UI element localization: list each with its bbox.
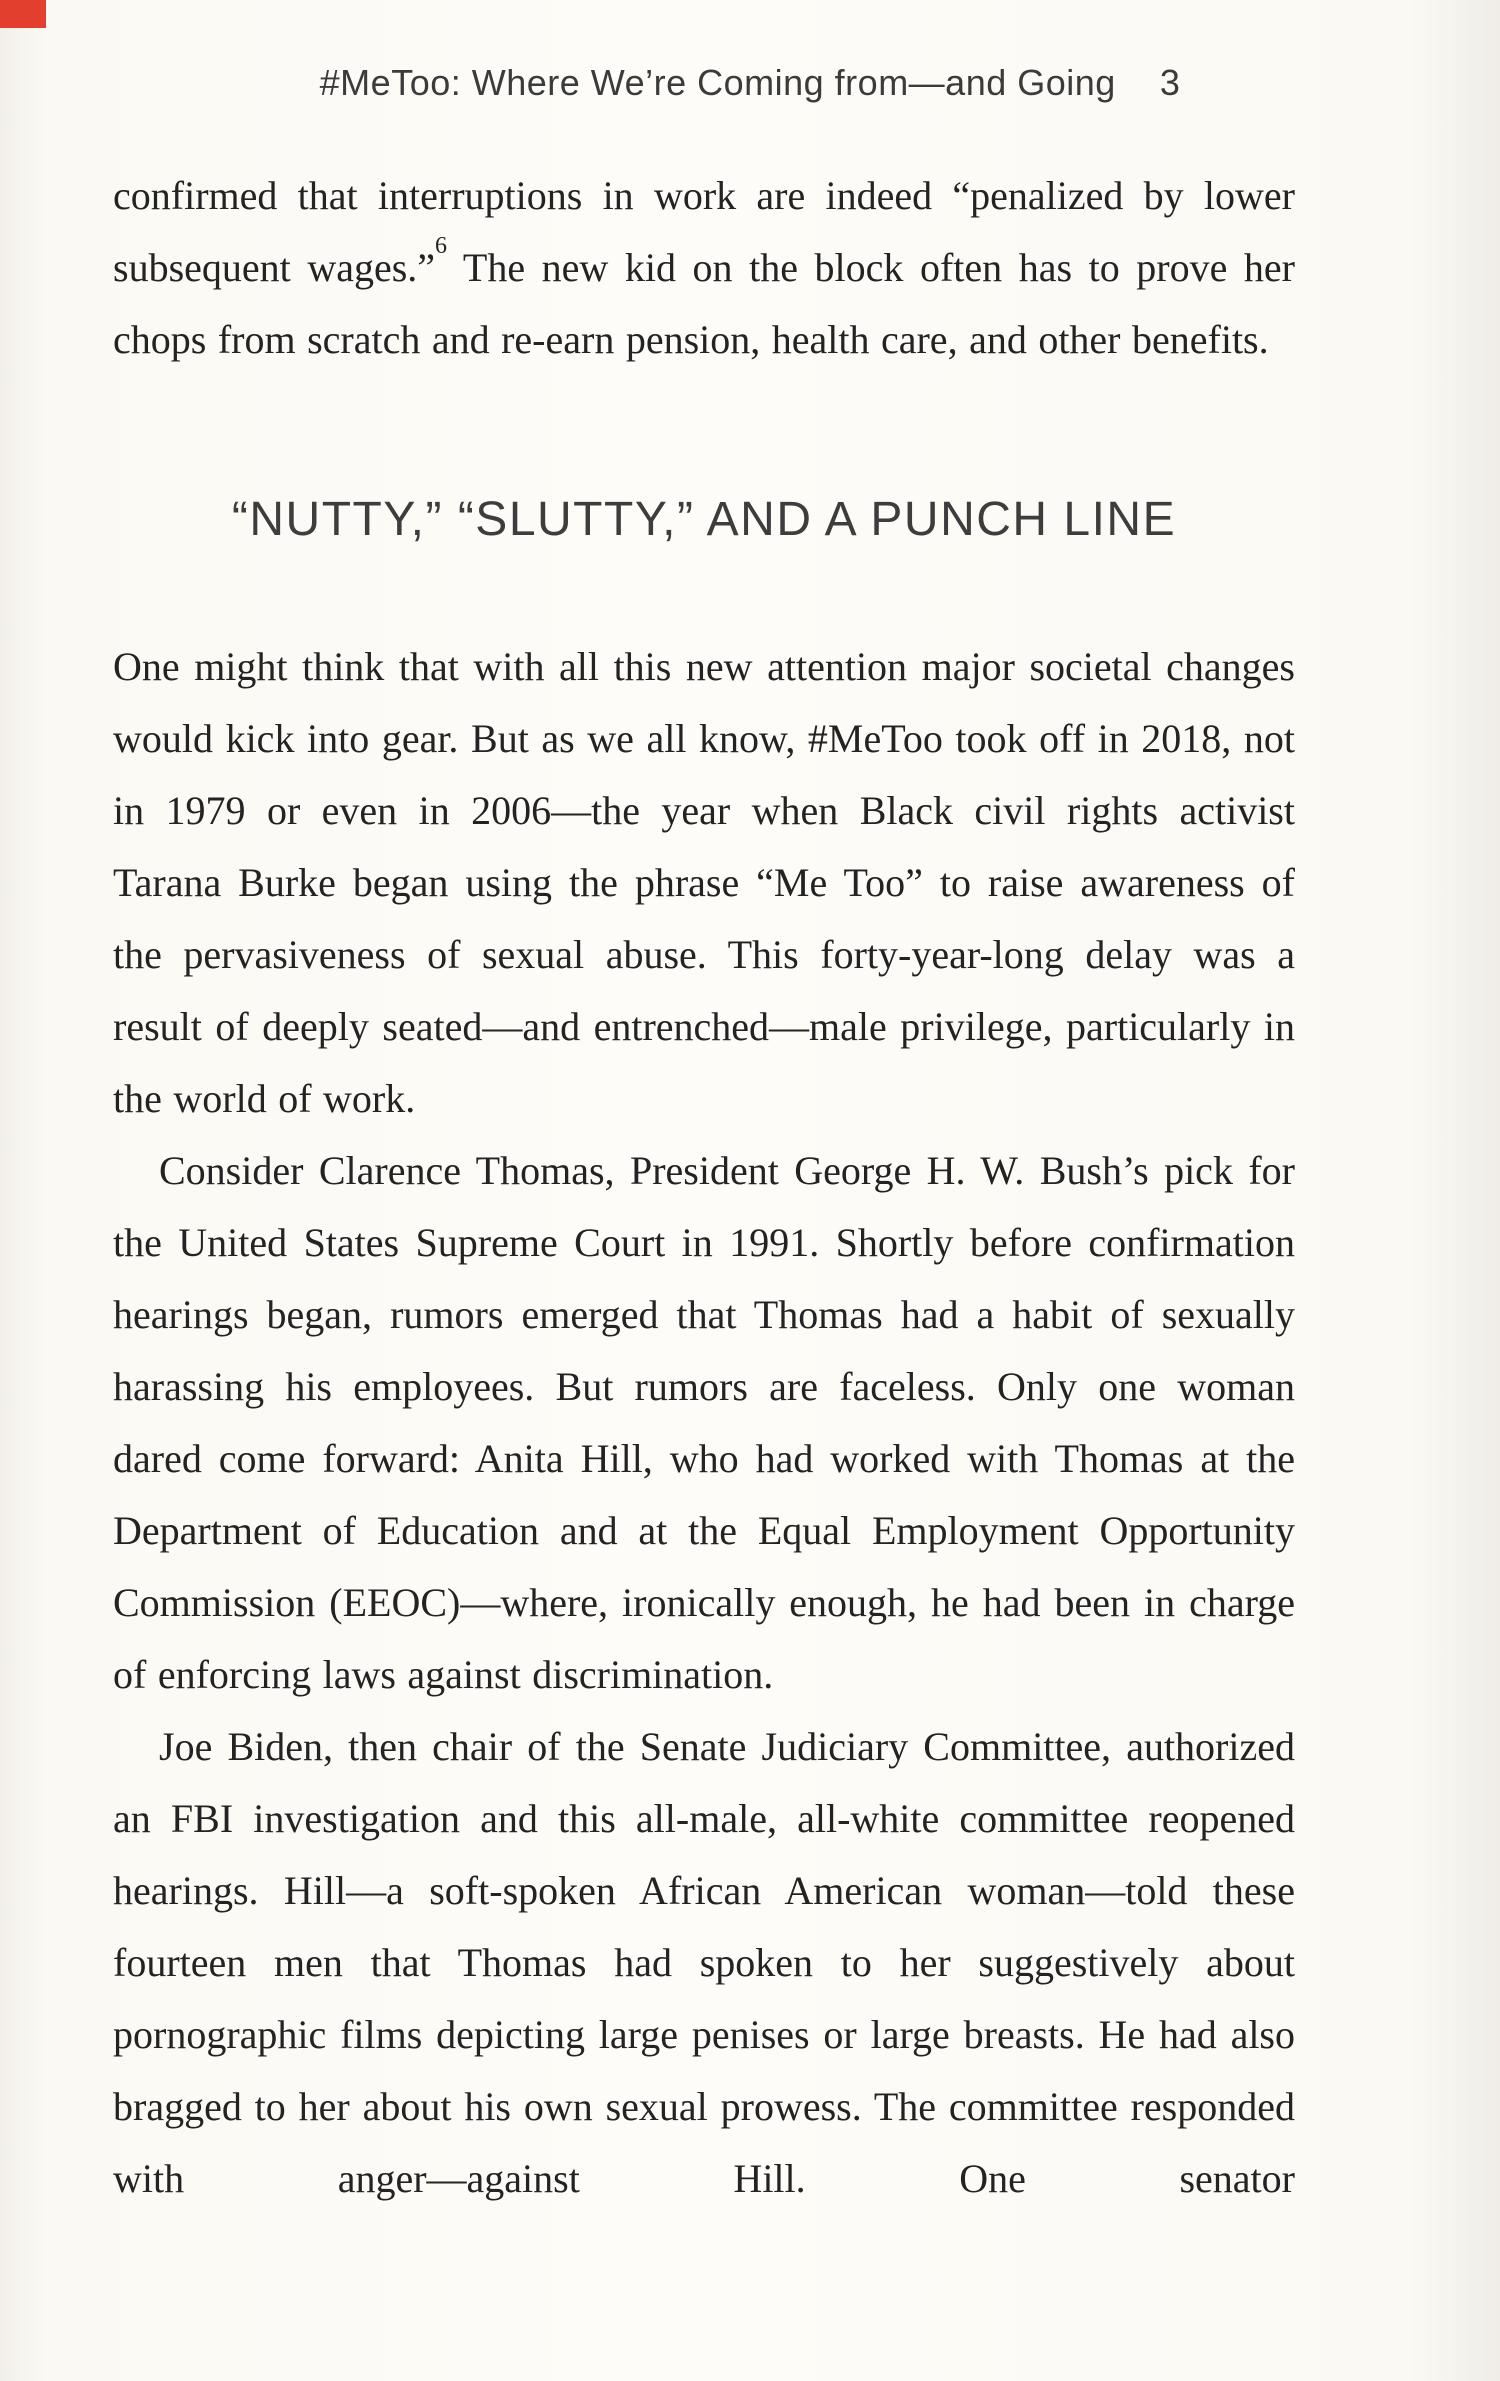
paragraph: One might think that with all this new attention major societal changes would kick into gear. But as we all know, #MeToo took off in 2018, not in 1979 or even in 2006—the year when Black civil rights activist Tarana Burke began using the phrase “Me Too” to raise awareness of the pervasiveness of sexual abuse. This forty-year-long delay was a result of deeply seated—and entrenched—male privilege, particularly in the world of work. [113, 644, 1295, 1121]
section-heading: “NUTTY,” “SLUTTY,” AND A PUNCH LINE [231, 493, 1177, 546]
running-head-title: #MeToo: Where We’re Coming from—and Going [319, 62, 1116, 103]
red-corner-mark [0, 0, 46, 28]
paragraph-text: The new kid on the block often has to prove her chops from scratch and re-earn pension, health care, and other benefits. [113, 245, 1295, 362]
text-block [113, 160, 1295, 2215]
paragraph: Consider Clarence Thomas, President George H. W. Bush’s pick for the United States Supreme Court in 1991. Shortly before confirmation hearings began, rumors emerged that Thomas had a habit of sexually harassing his employees. But rumors are faceless. Only one woman dared come forward: Anita Hill, who had worked with Thomas at the Department of Education and at the Equal Employment Opportunity Commission (EEOC)—where, ironically enough, he had been in charge of enforcing laws against discrimination. [113, 1148, 1295, 1697]
paragraph-continuation [113, 160, 1295, 376]
footnote-marker: 6 [435, 232, 448, 259]
page-number: 3 [1159, 62, 1181, 103]
running-head [0, 0, 1500, 104]
paragraph: Joe Biden, then chair of the Senate Judiciary Committee, authorized an FBI investigation and this all-male, all-white committee reopened hearings. Hill—a soft-spoken African American woman—told these fourteen men that Thomas had spoken to her suggestively about pornographic films depicting large penises or large breasts. He had also bragged to her about his own sexual prowess. The committee responded with anger—against Hill. One senator [113, 1724, 1295, 2201]
paragraph-text: confirmed that interruptions in work are indeed “penalized by lower subsequent wages.” [113, 173, 1295, 290]
